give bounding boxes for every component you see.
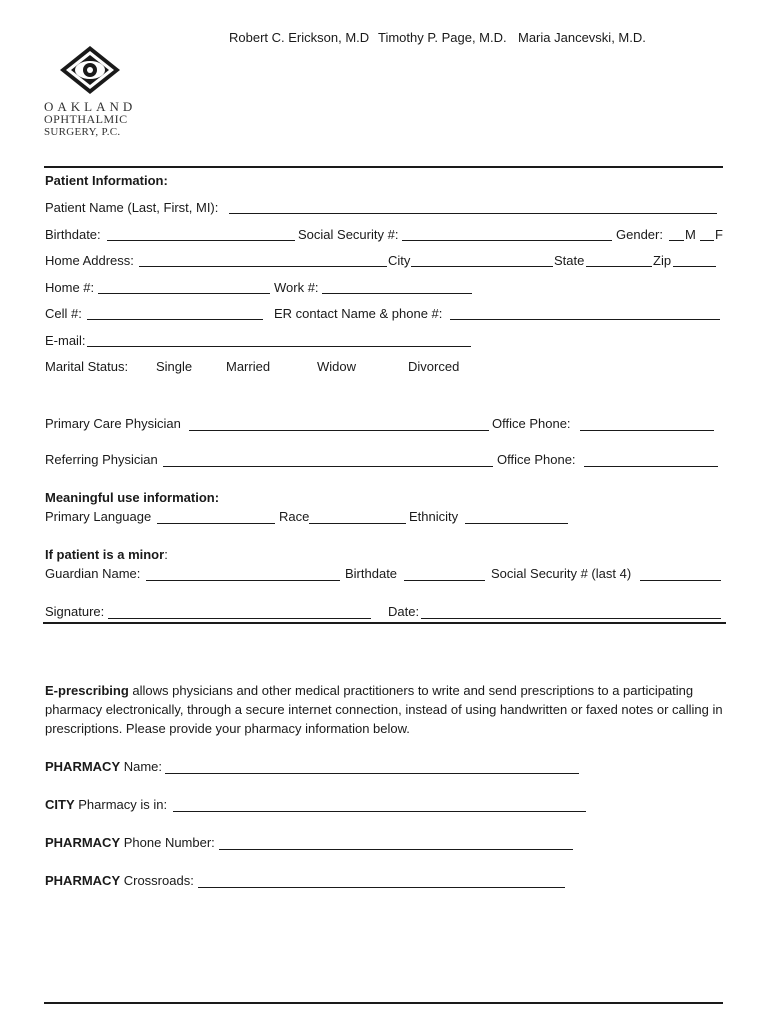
- state-field[interactable]: [586, 266, 652, 267]
- guardian-name-field[interactable]: [146, 580, 340, 581]
- doctor-name-2: Timothy P. Page, M.D.: [378, 30, 507, 45]
- referring-phone-label: Office Phone:: [497, 452, 576, 467]
- pharmacy-name-bold: PHARMACY: [45, 759, 121, 774]
- marital-option-single[interactable]: Single: [156, 359, 193, 374]
- pharmacy-phone-field[interactable]: [219, 849, 573, 850]
- pharmacy-phone-bold: PHARMACY: [45, 835, 121, 850]
- primary-language-field[interactable]: [157, 523, 275, 524]
- eprescribing-text: allows physicians and other medical practitioners to write and send prescriptions to a participating pharmacy electronically, through a secure internet connection, instead of using handwritten or faxed notes or calling in prescriptions. Please provide your pharmacy information below.: [45, 683, 723, 736]
- ethnicity-field[interactable]: [465, 523, 568, 524]
- pharmacy-city-bold: CITY: [45, 797, 75, 812]
- doctor-name-1: Robert C. Erickson, M.D: [229, 30, 370, 45]
- ethnicity-label: Ethnicity: [409, 509, 459, 524]
- patient-section-title: Patient Information:: [45, 173, 168, 188]
- race-field[interactable]: [309, 523, 406, 524]
- date-label: Date:: [388, 604, 420, 619]
- home-phone-label: Home #:: [45, 280, 95, 295]
- birthdate-field[interactable]: [107, 240, 295, 241]
- pharmacy-crossroads-rest: Crossroads:: [120, 873, 194, 888]
- guardian-name-label: Guardian Name:: [45, 566, 141, 581]
- pharmacy-crossroads-label: [45, 873, 194, 889]
- ssn-label: Social Security #:: [298, 227, 399, 242]
- zip-field[interactable]: [673, 266, 716, 267]
- address-field[interactable]: [139, 266, 387, 267]
- pharmacy-phone-rest: Phone Number:: [120, 835, 215, 850]
- patient-name-label: Patient Name (Last, First, MI):: [45, 200, 219, 215]
- er-contact-field[interactable]: [450, 319, 720, 320]
- email-field[interactable]: [87, 346, 471, 347]
- pharmacy-phone-label: [45, 835, 215, 851]
- guardian-birthdate-label: Birthdate: [345, 566, 398, 581]
- referring-physician-field[interactable]: [163, 466, 493, 467]
- patient-name-field[interactable]: [229, 213, 717, 214]
- meaningful-use-title: Meaningful use information:: [45, 490, 220, 505]
- er-contact-label: ER contact Name & phone #:: [274, 306, 443, 321]
- header-divider: [44, 166, 723, 168]
- gender-label: Gender:: [616, 227, 663, 242]
- primary-language-label: Primary Language: [45, 509, 152, 524]
- footer-divider: [44, 1002, 723, 1004]
- pharmacy-name-rest: Name:: [120, 759, 163, 774]
- guardian-ssn-field[interactable]: [640, 580, 721, 581]
- address-label: Home Address:: [45, 253, 134, 268]
- cell-phone-label: Cell #:: [45, 306, 82, 321]
- pharmacy-name-field[interactable]: [165, 773, 579, 774]
- zip-label: Zip: [653, 253, 672, 268]
- signature-field[interactable]: [108, 618, 371, 619]
- marital-option-divorced[interactable]: Divorced: [408, 359, 460, 374]
- eprescribing-term: E-prescribing: [45, 683, 129, 698]
- primary-physician-label: Primary Care Physician: [45, 416, 181, 431]
- pharmacy-crossroads-field[interactable]: [198, 887, 565, 888]
- minor-title-colon: :: [164, 547, 168, 562]
- logo-line-2: OPHTHALMIC: [44, 112, 128, 126]
- cell-phone-field[interactable]: [87, 319, 263, 320]
- referring-phone-field[interactable]: [584, 466, 718, 467]
- eprescribing-paragraph: [45, 681, 725, 738]
- state-label: State: [554, 253, 585, 268]
- logo-line-1: OAKLAND: [44, 99, 137, 114]
- home-phone-field[interactable]: [98, 293, 270, 294]
- guardian-ssn-label: Social Security # (last 4): [491, 566, 632, 581]
- primary-phone-label: Office Phone:: [492, 416, 571, 431]
- pharmacy-city-rest: Pharmacy is in:: [74, 797, 168, 812]
- primary-phone-field[interactable]: [580, 430, 714, 431]
- race-label: Race: [279, 509, 310, 524]
- logo-line-3: SURGERY, P.C.: [44, 126, 121, 138]
- pharmacy-city-field[interactable]: [173, 811, 586, 812]
- marital-option-married[interactable]: Married: [226, 359, 271, 374]
- date-field[interactable]: [421, 618, 721, 619]
- guardian-birthdate-field[interactable]: [404, 580, 485, 581]
- referring-physician-label: Referring Physician: [45, 452, 158, 467]
- work-phone-label: Work #:: [274, 280, 319, 295]
- city-field[interactable]: [411, 266, 553, 267]
- pharmacy-crossroads-bold: PHARMACY: [45, 873, 121, 888]
- doctor-name-3: Maria Jancevski, M.D.: [518, 30, 646, 45]
- pharmacy-city-label: [45, 797, 167, 813]
- pharmacy-name-label: [45, 759, 162, 775]
- marital-option-widow[interactable]: Widow: [317, 359, 357, 374]
- email-label: E-mail:: [45, 333, 86, 348]
- gender-f-label: F: [715, 227, 723, 242]
- primary-physician-field[interactable]: [189, 430, 489, 431]
- eye-logo-icon: [58, 44, 122, 96]
- signature-divider: [43, 622, 726, 624]
- marital-status-label: Marital Status:: [45, 359, 129, 374]
- birthdate-label: Birthdate:: [45, 227, 101, 242]
- ssn-field[interactable]: [402, 240, 612, 241]
- gender-f-blank[interactable]: [700, 240, 714, 241]
- signature-label: Signature:: [45, 604, 105, 619]
- work-phone-field[interactable]: [322, 293, 472, 294]
- gender-m-label: M: [685, 227, 696, 242]
- gender-m-blank[interactable]: [669, 240, 684, 241]
- minor-title-text: If patient is a minor: [45, 547, 165, 562]
- minor-title: [45, 547, 168, 563]
- city-label: City: [388, 253, 411, 268]
